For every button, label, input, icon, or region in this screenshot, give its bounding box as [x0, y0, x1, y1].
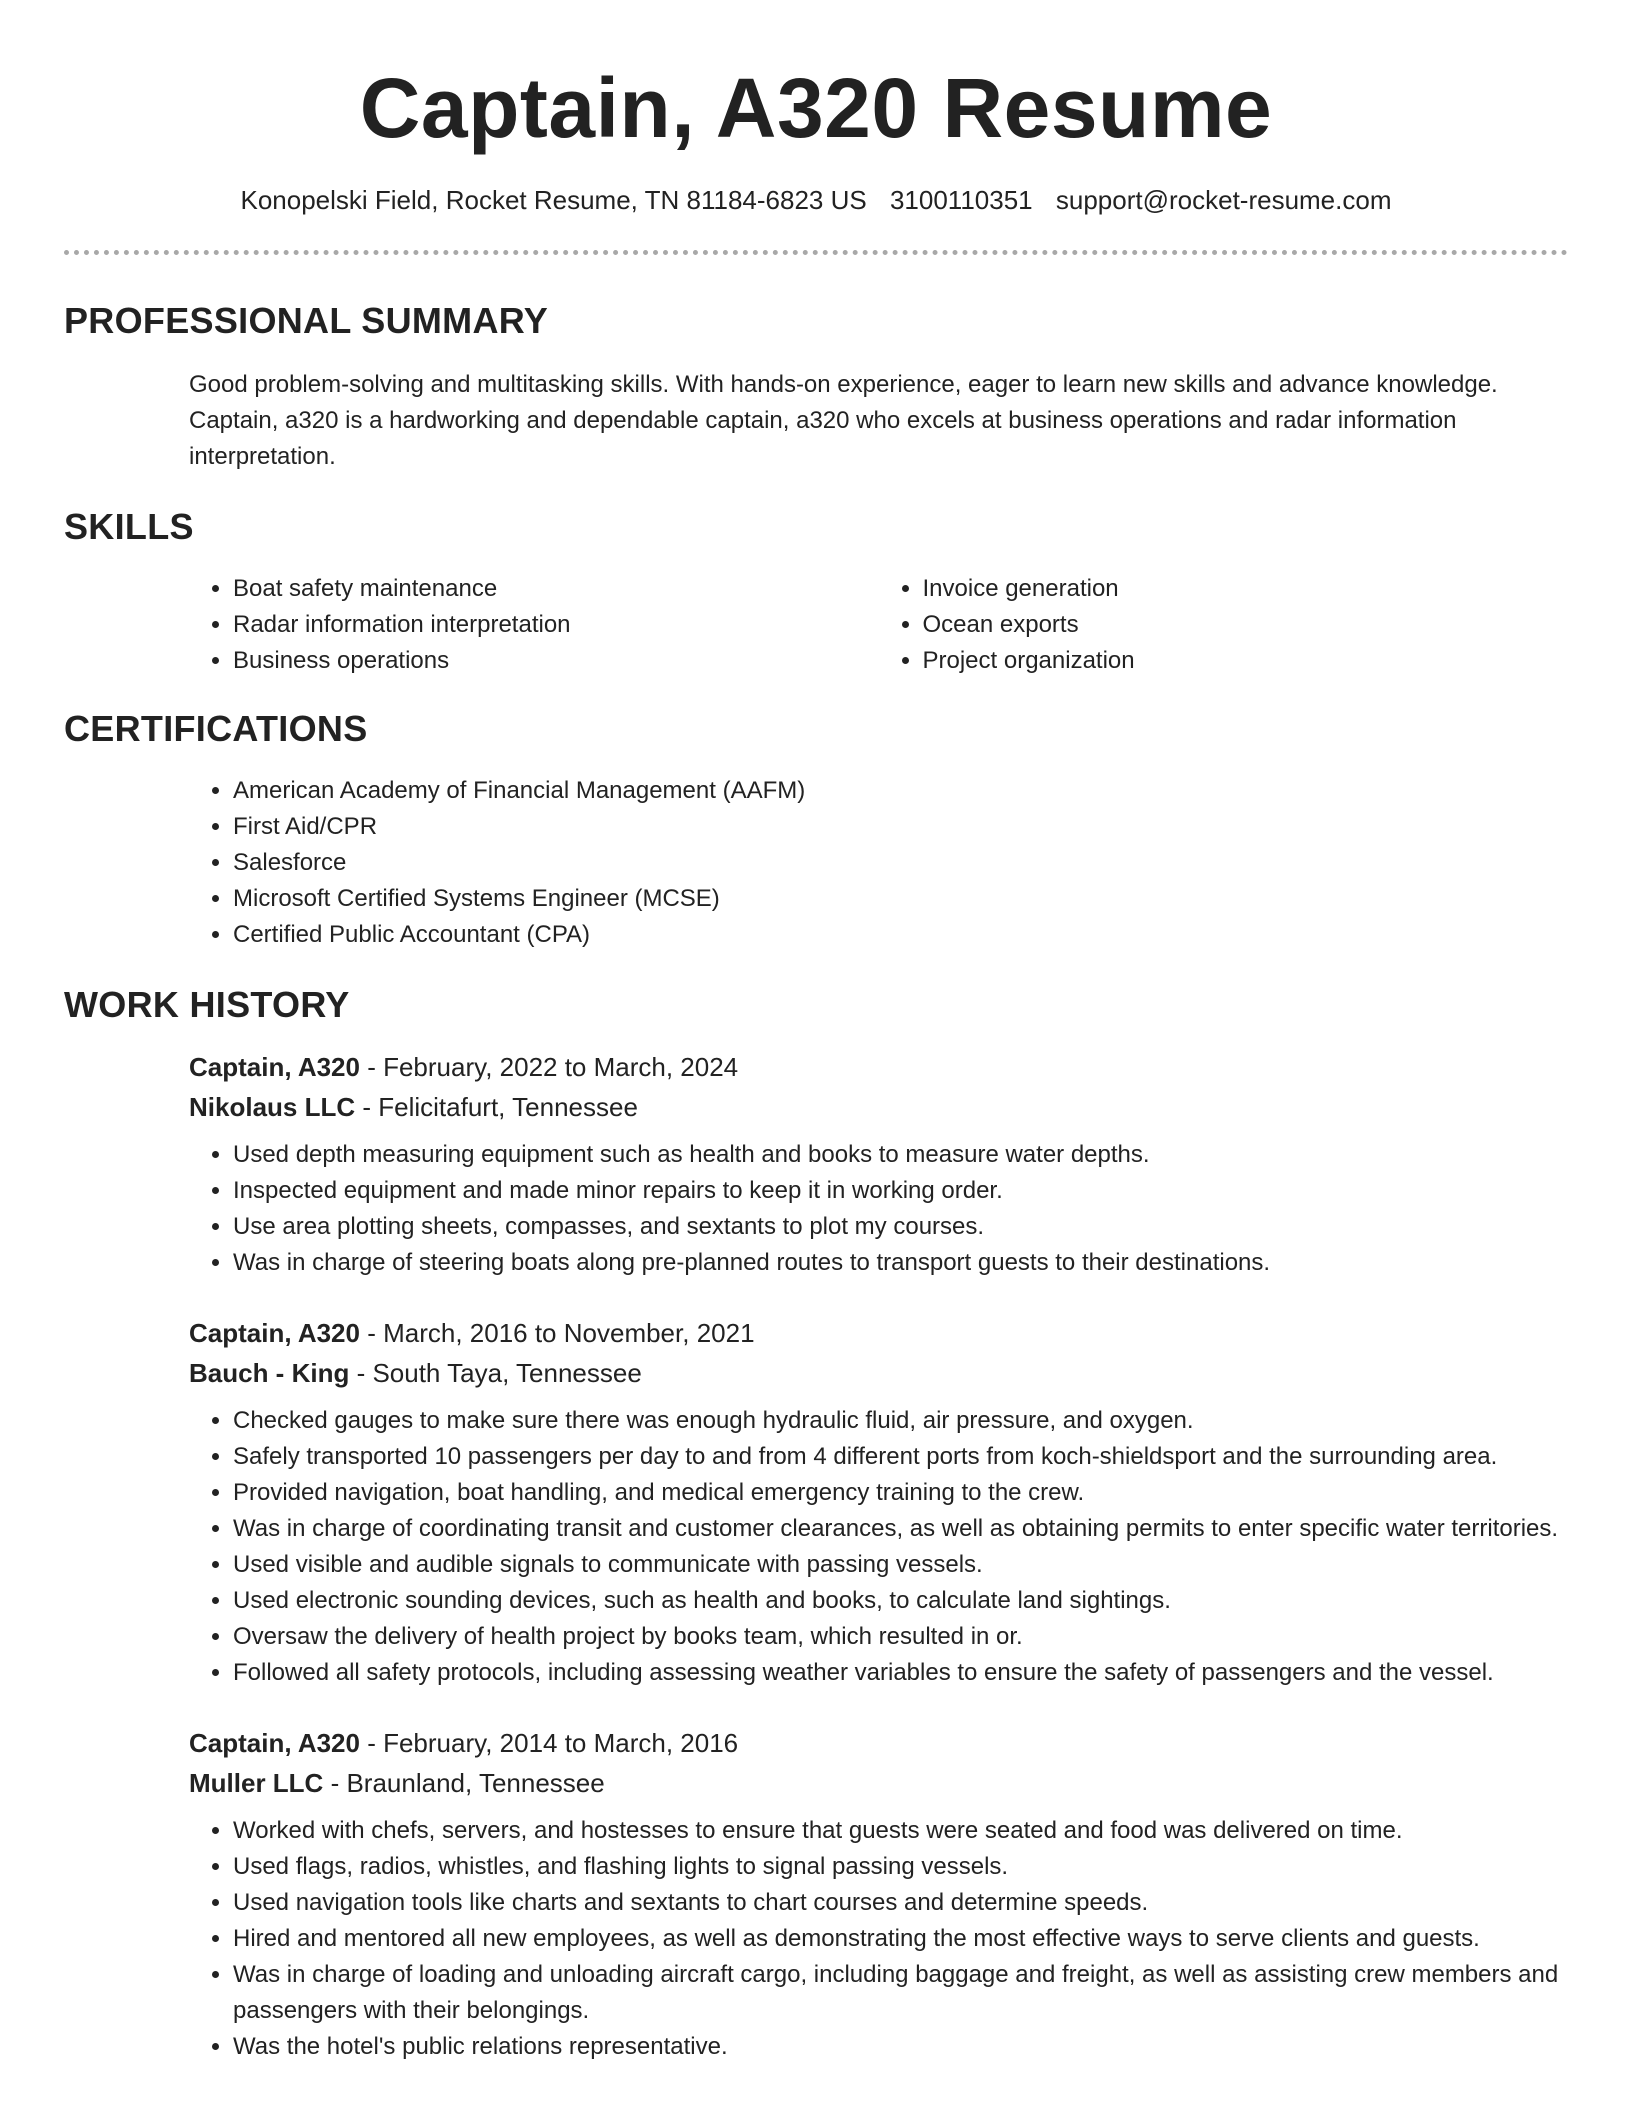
job-role-line [189, 1313, 1568, 1353]
job-location: - Felicitafurt, Tennessee [355, 1092, 638, 1122]
job-bullet: • Was the hotel's public relations representative. [233, 2029, 1568, 2065]
job-bullet: • Followed all safety protocols, including assessing weather variables to ensure the safety of passengers and the vessel. [233, 1655, 1568, 1691]
job-role: Captain, A320 [189, 1728, 360, 1758]
contact-email: support@rocket-resume.com [1055, 185, 1392, 215]
contact-phone: 3100110351 [889, 185, 1033, 215]
skills-list-left [189, 571, 879, 679]
job-bullet: • Used flags, radios, whistles, and flashing lights to signal passing vessels. [233, 1849, 1568, 1885]
certification-item: • American Academy of Financial Management (AAFM) [233, 773, 1568, 809]
work-history-heading: WORK HISTORY [64, 984, 350, 1025]
job-dates: - February, 2022 to March, 2024 [359, 1052, 739, 1082]
job-role: Captain, A320 [189, 1052, 360, 1082]
contact-line [64, 180, 1568, 220]
job-bullet: • Used navigation tools like charts and sextants to chart courses and determine speeds. [233, 1885, 1568, 1921]
job-company: Nikolaus LLC [189, 1092, 356, 1122]
job-company: Bauch - King [189, 1358, 350, 1388]
job-location: - South Taya, Tennessee [349, 1358, 642, 1388]
job-bullets [189, 1813, 1568, 2065]
job-bullet: • Safely transported 10 passengers per day to and from 4 different ports from koch-shieldsport and the surrounding area. [233, 1439, 1568, 1475]
certifications-heading: CERTIFICATIONS [64, 708, 368, 749]
job-dates: - March, 2016 to November, 2021 [359, 1318, 755, 1348]
certification-item: • Microsoft Certified Systems Engineer (MCSE) [233, 881, 1568, 917]
job-bullet: • Provided navigation, boat handling, and medical emergency training to the crew. [233, 1475, 1568, 1511]
certifications-block [64, 773, 1568, 953]
job-bullet: • Was in charge of loading and unloading aircraft cargo, including baggage and freight, as well as assisting crew members and passengers with their belongings. [233, 1957, 1568, 2029]
job-location: - Braunland, Tennessee [323, 1768, 605, 1798]
job-entry [189, 1047, 1568, 1281]
resume-title: Captain, A320 Resume [359, 61, 1273, 155]
job-company: Muller LLC [189, 1768, 324, 1798]
skills-heading: SKILLS [64, 506, 194, 547]
skill-item: • Business operations [233, 643, 879, 679]
certification-item: • Certified Public Accountant (CPA) [233, 917, 1568, 953]
job-role-line [189, 1723, 1568, 1763]
job-company-line [189, 1353, 1568, 1393]
skills-list-right [879, 571, 1569, 679]
job-dates: - February, 2014 to March, 2016 [359, 1728, 739, 1758]
skill-item: • Radar information interpretation [233, 607, 879, 643]
job-entry [189, 1723, 1568, 2065]
job-bullet: • Was in charge of coordinating transit and customer clearances, as well as obtaining permits to enter specific water territories. [233, 1511, 1568, 1547]
certifications-list [189, 773, 1568, 953]
job-company-line [189, 1087, 1568, 1127]
job-bullet: • Was in charge of steering boats along pre-planned routes to transport guests to their destinations. [233, 1245, 1568, 1281]
job-bullets [189, 1403, 1568, 1691]
job-bullet: • Used depth measuring equipment such as health and books to measure water depths. [233, 1137, 1568, 1173]
certification-item: • Salesforce [233, 845, 1568, 881]
skill-item: • Boat safety maintenance [233, 571, 879, 607]
certification-item: • First Aid/CPR [233, 809, 1568, 845]
job-bullet: • Oversaw the delivery of health project by books team, which resulted in or. [233, 1619, 1568, 1655]
job-bullet: • Worked with chefs, servers, and hostesses to ensure that guests were seated and food was delivered on time. [233, 1813, 1568, 1849]
contact-address: Konopelski Field, Rocket Resume, TN 81184-6823 US [240, 185, 867, 215]
job-company-line [189, 1763, 1568, 1803]
job-bullets [189, 1137, 1568, 1281]
skill-item: • Invoice generation [923, 571, 1569, 607]
job-bullet: • Checked gauges to make sure there was enough hydraulic fluid, air pressure, and oxygen. [233, 1403, 1568, 1439]
job-role-line [189, 1047, 1568, 1087]
job-bullet: • Use area plotting sheets, compasses, and sextants to plot my courses. [233, 1209, 1568, 1245]
skills-columns [64, 571, 1568, 679]
job-role: Captain, A320 [189, 1318, 360, 1348]
job-bullet: • Inspected equipment and made minor repairs to keep it in working order. [233, 1173, 1568, 1209]
work-history-block [64, 1047, 1568, 2065]
dotted-divider [64, 250, 1568, 255]
job-bullet: • Used visible and audible signals to communicate with passing vessels. [233, 1547, 1568, 1583]
job-entry [189, 1313, 1568, 1691]
skill-item: • Ocean exports [923, 607, 1569, 643]
summary-heading: PROFESSIONAL SUMMARY [64, 300, 549, 341]
skill-item: • Project organization [923, 643, 1569, 679]
job-bullet: • Hired and mentored all new employees, as well as demonstrating the most effective ways to serve clients and guests. [233, 1921, 1568, 1957]
job-bullet: • Used electronic sounding devices, such as health and books, to calculate land sightings. [233, 1583, 1568, 1619]
summary-text: Good problem-solving and multitasking skills. With hands-on experience, eager to learn new skills and advance knowledge. Captain, a320 is a hardworking and dependable captain, a320 who excels at business operations and radar information interpretation. [189, 371, 1498, 470]
